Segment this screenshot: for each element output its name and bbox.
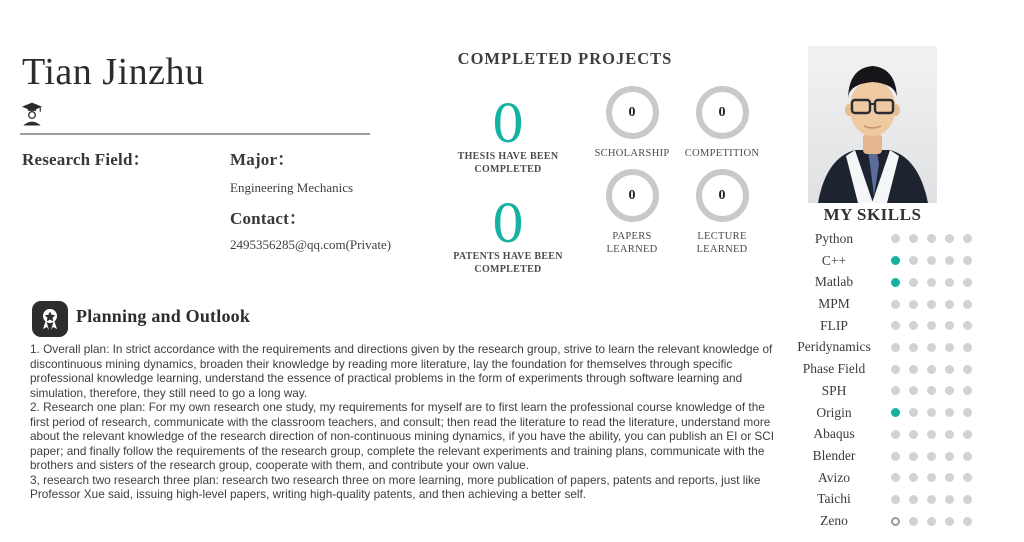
major-value: Engineering Mechanics: [230, 180, 354, 195]
rating-dot-gray: [927, 495, 936, 504]
contact-label: Contact：: [230, 209, 307, 228]
rating-dot-gray: [927, 517, 936, 526]
rating-dot-teal: [891, 278, 900, 287]
competition-value: 0: [718, 104, 726, 120]
rating-dot-gray: [927, 300, 936, 309]
rating-dot-gray: [927, 278, 936, 287]
contact-email: 2495356285@qq.com(Private): [230, 237, 392, 252]
skill-name: Python: [814, 230, 854, 246]
rating-dot-gray: [909, 452, 918, 461]
rating-dot-gray: [927, 343, 936, 352]
planning-paragraph-3: 3, research two research three plan: research two research three on more learning, more publication of papers, patents and reports, just like Professor Xue said, issuing high-level papers, writing high-quality patents, and then achieving a better self.: [30, 472, 761, 502]
skill-name: SPH: [821, 382, 847, 398]
rating-dot-gray: [927, 430, 936, 439]
rating-dot-gray: [909, 321, 918, 330]
rating-dot-gray: [927, 452, 936, 461]
rating-dot-gray: [927, 321, 936, 330]
rating-dot-gray: [891, 365, 900, 374]
rating-dot-gray: [909, 408, 918, 417]
rating-dot-gray: [963, 452, 972, 461]
rating-dot-gray: [963, 495, 972, 504]
stat-thesis-value: 0: [491, 95, 525, 155]
rating-dot-teal: [891, 408, 900, 417]
rating-dot-gray: [891, 386, 900, 395]
planning-paragraph-2: 2. Research one plan: For my own research one study, my requirements for myself are to first learn the professional course knowledge of the first period of research, communicate with the classroom teachers, and consult; then read the literature to read the literature, understand more about the relevant knowledge of the research direction of non-continuous mining dynamics, if you have the ability, you can publish an EI or SCI paper; and finally follow the requirements of the research group, complete the relevant experiments and training plans, communicate with the brothers and sisters of the research group, cooperate with them, and contribute your own value.: [30, 400, 775, 473]
planning-text: [30, 342, 778, 502]
rating-dot-gray: [963, 473, 972, 482]
skill-rating-dots: [891, 321, 972, 330]
rating-dot-gray: [927, 473, 936, 482]
lecture-label: LECTURE LEARNED: [696, 231, 748, 255]
rating-dot-gray: [945, 365, 954, 374]
rating-dot-gray: [927, 408, 936, 417]
lecture-value: 0: [718, 187, 726, 203]
skill-name: MPM: [818, 296, 850, 312]
skill-name: C++: [821, 252, 847, 268]
page-title: Tian Jinzhu: [22, 51, 205, 93]
competition-ring: [696, 86, 749, 139]
rating-dot-gray: [927, 386, 936, 395]
skill-name: Phase Field: [802, 361, 866, 377]
stat-patents: [433, 195, 583, 276]
header-divider: [20, 133, 370, 135]
rating-dot-gray: [909, 517, 918, 526]
rating-dot-gray: [909, 278, 918, 287]
stat-thesis-label: THESIS HAVE BEEN COMPLETED: [457, 151, 559, 175]
skill-row: [778, 489, 988, 511]
stat-thesis: [433, 95, 583, 176]
rating-dot-gray: [945, 300, 954, 309]
lecture-ring: [696, 169, 749, 222]
skill-rating-dots: [891, 452, 972, 461]
skill-row: [778, 228, 988, 250]
stat-patents-label: PATENTS HAVE BEEN COMPLETED: [453, 251, 563, 275]
medal-icon: [38, 307, 62, 331]
stat-lecture: [678, 169, 766, 256]
rating-dot-gray: [909, 365, 918, 374]
skill-rating-dots: [891, 365, 972, 374]
skill-row: [778, 271, 988, 293]
graduate-student-icon: [21, 102, 43, 127]
scholarship-ring: [606, 86, 659, 139]
rating-dot-gray: [945, 517, 954, 526]
skill-rating-dots: [891, 430, 972, 439]
skill-rating-dots: [891, 343, 972, 352]
rating-dot-gray: [891, 495, 900, 504]
skill-rating-dots: [891, 278, 972, 287]
rating-dot-gray: [891, 343, 900, 352]
stat-competition: [678, 86, 766, 161]
skill-rating-dots: [891, 517, 972, 526]
skill-row: [778, 445, 988, 467]
major-label: Major：: [230, 150, 295, 169]
rating-dot-gray: [963, 430, 972, 439]
scholarship-value: 0: [628, 104, 636, 120]
rating-dot-gray: [945, 495, 954, 504]
rating-dot-gray: [927, 256, 936, 265]
completed-projects-title: COMPLETED PROJECTS: [457, 49, 673, 68]
rating-dot-gray: [945, 452, 954, 461]
skill-name: Abaqus: [813, 426, 855, 442]
skill-row: [778, 250, 988, 272]
skill-name: Matlab: [814, 274, 854, 290]
skill-name: FLIP: [820, 317, 848, 333]
skill-rating-dots: [891, 300, 972, 309]
skill-name: Origin: [816, 404, 852, 420]
rating-dot-gray: [945, 408, 954, 417]
skill-row: [778, 293, 988, 315]
rating-dot-ring: [891, 517, 900, 526]
skill-name: Peridynamics: [797, 339, 871, 355]
rating-dot-gray: [909, 343, 918, 352]
skill-rating-dots: [891, 408, 972, 417]
papers-ring: [606, 169, 659, 222]
skill-name: Zeno: [820, 513, 848, 529]
rating-dot-gray: [963, 408, 972, 417]
rating-dot-gray: [945, 278, 954, 287]
stat-scholarship: [588, 86, 676, 161]
rating-dot-gray: [945, 473, 954, 482]
competition-label: COMPETITION: [684, 148, 760, 159]
rating-dot-gray: [945, 430, 954, 439]
skill-row: [778, 510, 988, 532]
rating-dot-gray: [963, 256, 972, 265]
skill-rating-dots: [891, 386, 972, 395]
rating-dot-gray: [909, 495, 918, 504]
rating-dot-gray: [963, 278, 972, 287]
rating-dot-gray: [891, 321, 900, 330]
skill-row: [778, 337, 988, 359]
skill-name: Blender: [812, 448, 856, 464]
rating-dot-gray: [963, 517, 972, 526]
skills-list: [778, 228, 988, 532]
rating-dot-gray: [909, 430, 918, 439]
rating-dot-gray: [891, 473, 900, 482]
skill-row: [778, 358, 988, 380]
skill-row: [778, 467, 988, 489]
rating-dot-gray: [891, 300, 900, 309]
rating-dot-gray: [909, 473, 918, 482]
skill-row: [778, 423, 988, 445]
rating-dot-gray: [927, 234, 936, 243]
skill-row: [778, 315, 988, 337]
skill-name: Taichi: [817, 491, 851, 507]
rating-dot-gray: [909, 234, 918, 243]
skill-rating-dots: [891, 495, 972, 504]
planning-section-title: Planning and Outlook: [76, 306, 251, 326]
rating-dot-gray: [909, 386, 918, 395]
skill-rating-dots: [891, 473, 972, 482]
rating-dot-gray: [909, 300, 918, 309]
skill-name: Avizo: [818, 469, 850, 485]
rating-dot-gray: [945, 386, 954, 395]
skill-row: [778, 402, 988, 424]
rating-dot-gray: [963, 386, 972, 395]
papers-value: 0: [628, 187, 636, 203]
rating-dot-gray: [891, 452, 900, 461]
rating-dot-gray: [909, 256, 918, 265]
rating-dot-gray: [963, 300, 972, 309]
rating-dot-gray: [963, 234, 972, 243]
research-field-label: Research Field：: [22, 150, 150, 169]
rating-dot-gray: [963, 365, 972, 374]
skill-rating-dots: [891, 256, 972, 265]
rating-dot-gray: [945, 256, 954, 265]
planning-paragraph-1: 1. Overall plan: In strict accordance with the requirements and directions given by the research group, strive to learn the relevant knowledge of discontinuous mining dynamics, broaden their knowledge by reading more literature, lay the foundation for themselves through specific professional knowledge learning, understand the essence of practical problems in the form of experiments through software learning and simulation, therefore, they still need to go a long way.: [30, 342, 773, 400]
rating-dot-gray: [963, 343, 972, 352]
stat-papers: [588, 169, 676, 256]
skills-title: MY SKILLS: [823, 205, 922, 224]
skill-rating-dots: [891, 234, 972, 243]
rating-dot-gray: [945, 321, 954, 330]
planning-section-icon-box: [32, 301, 68, 337]
rating-dot-gray: [963, 321, 972, 330]
skill-row: [778, 380, 988, 402]
rating-dot-gray: [891, 430, 900, 439]
rating-dot-gray: [891, 234, 900, 243]
stat-patents-value: 0: [491, 195, 525, 255]
rating-dot-teal: [891, 256, 900, 265]
profile-photo: [808, 46, 937, 203]
rating-dot-gray: [945, 234, 954, 243]
papers-label: PAPERS LEARNED: [606, 231, 658, 255]
rating-dot-gray: [927, 365, 936, 374]
scholarship-label: SCHOLARSHIP: [594, 148, 670, 159]
rating-dot-gray: [945, 343, 954, 352]
